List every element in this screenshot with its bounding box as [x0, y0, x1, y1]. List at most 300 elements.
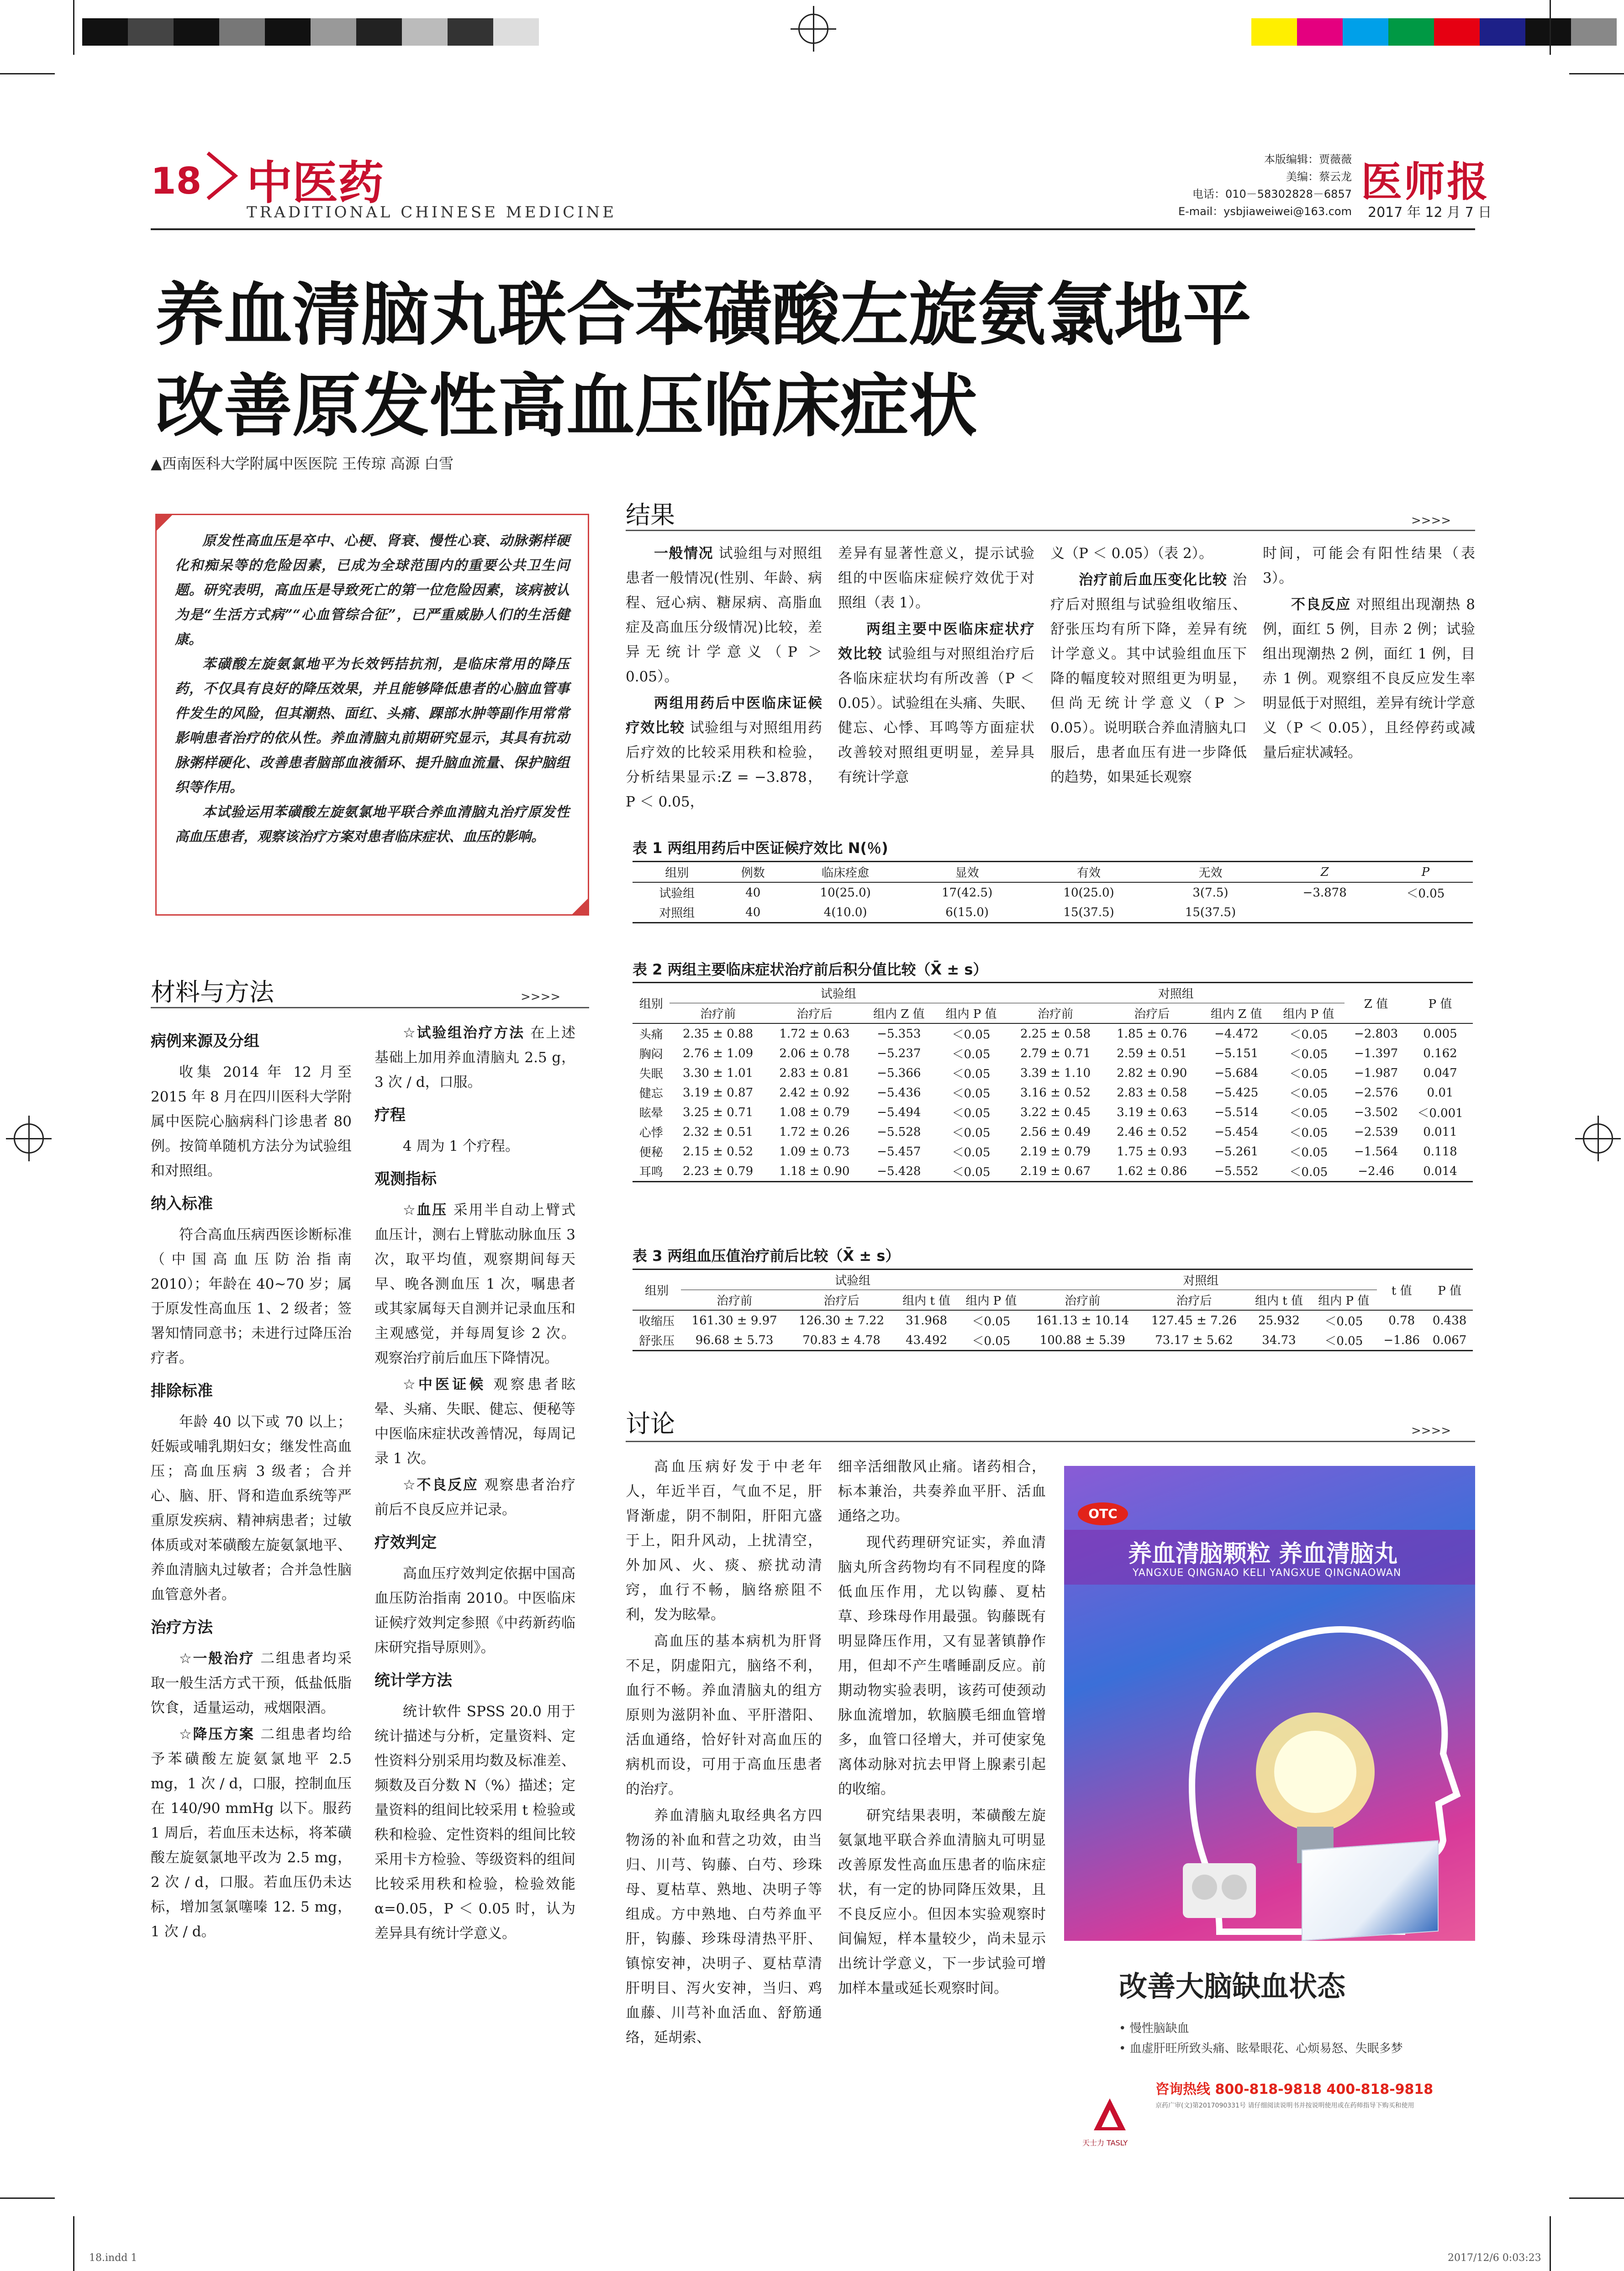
table-cell: ＜0.05 [1310, 1310, 1377, 1330]
table-cell: ＜0.05 [1272, 1023, 1345, 1043]
ad-product-name-en: YANGXUE QINGNAO KELI YANGXUE QINGNAOWAN [1133, 1567, 1402, 1579]
paragraph-body: 年龄 40 以下或 70 以上；妊娠或哺乳期妇女；继发性高血压；高血压病 3 级者；合并心、脑、肝、肾和造血系统等严重原发疾病、精神病患者；过敏体质或对苯磺酸左旋氨氯地平、养血清脑丸过敏者；合并急性脑血管意外者。 [151, 1414, 352, 1603]
advertisement[interactable] [1064, 1466, 1475, 2233]
table-cell: −5.366 [877, 1066, 921, 1080]
table-header-cell: t 值 [1377, 1270, 1426, 1311]
paragraph-body: 观察患者治疗前后不良反应并记录。 [374, 1477, 575, 1518]
table-header-cell: 例数 [722, 862, 785, 883]
table-cell: −2.803 [1345, 1023, 1408, 1043]
section-title-cn: 中医药 [247, 156, 384, 210]
table-header-cell: Z 值 [1345, 983, 1408, 1024]
table-header-cell: 组内 P 值 [945, 1007, 997, 1021]
table-header-cell: 治疗前 [717, 1294, 753, 1308]
table-cell: 2.32 ± 0.51 [683, 1125, 754, 1139]
issue-date: 2017 年 12 月 7 日 [1368, 205, 1492, 221]
article-title-line2: 改善原发性高血压临床症状 [155, 367, 978, 446]
ad-bullet: • 慢性脑缺血 [1119, 2022, 1189, 2035]
print-timestamp: 2017/12/6 0:03:23 [1448, 2252, 1541, 2264]
table-header-group: 试验组 [670, 983, 1007, 1003]
paragraph-lead: 两组主要中医临床症状疗效比较 [838, 621, 1034, 662]
table-header-cell: Z [1271, 862, 1378, 883]
table-cell: −2.576 [1354, 1085, 1398, 1100]
methods-paragraph [374, 1561, 575, 1660]
results-paragraph [1050, 568, 1247, 790]
file-slug: 18.indd 1 [89, 2252, 137, 2264]
page-number: 18 [151, 160, 202, 202]
table-cell: 0.118 [1423, 1144, 1457, 1159]
table-row [633, 1023, 1473, 1043]
table-cell: 2.46 ± 0.52 [1117, 1125, 1187, 1139]
table2 [633, 982, 1473, 1182]
table-header-cell: 组内 P 值 [1283, 1007, 1334, 1021]
table-cell: 0.438 [1426, 1310, 1473, 1330]
power-outlet-icon [1183, 1863, 1256, 1918]
table-cell: 健忘 [639, 1087, 663, 1101]
table-cell: −1.987 [1354, 1066, 1398, 1080]
abstract-text [175, 529, 569, 849]
crop-mark [1569, 73, 1624, 74]
table-cell: −2.539 [1354, 1125, 1398, 1139]
subheading: 疗程 [374, 1106, 406, 1124]
crop-mark [1569, 2197, 1624, 2199]
table-cell: 1.18 ± 0.90 [766, 1161, 863, 1182]
paragraph-lead: ☆一般治疗 [179, 1650, 255, 1667]
table-cell: 试验组 [633, 882, 722, 902]
table-cell: 6(15.0) [906, 902, 1028, 923]
paragraph-lead: ☆中医证候 [403, 1376, 486, 1393]
table-header-cell: 组内 Z 值 [873, 1007, 925, 1021]
table-row [633, 1122, 1473, 1142]
table-header-row [633, 1270, 1473, 1290]
table-cell: ＜0.05 [935, 1161, 1007, 1182]
crop-mark [0, 2197, 55, 2199]
table-cell: 失眠 [639, 1067, 663, 1081]
table-row [633, 1043, 1473, 1063]
table-cell: 0.014 [1408, 1161, 1473, 1182]
table-row [633, 882, 1473, 902]
table-cell: ＜0.05 [952, 1048, 991, 1061]
paragraph-lead: ☆血压 [403, 1202, 448, 1218]
subheading: 排除标准 [151, 1382, 213, 1400]
results-paragraph [1263, 592, 1475, 765]
table-cell: −5.237 [877, 1046, 921, 1060]
discussion-paragraph: 高血压的基本病机为肝肾不足，阴虚阳亢，脑络不利，血行不畅。养血清脑丸的组方原则为滋阴补血、平肝潜阳、活血通络，恰好针对高血压的病机而设，可用于高血压患者的治疗。 [626, 1633, 822, 1797]
subheading: 统计学方法 [374, 1671, 452, 1690]
table-cell: 2.83 ± 0.81 [779, 1066, 850, 1080]
table-cell: 对照组 [633, 902, 722, 923]
contact-email: E-mail：ysbjiaweiwei@163.com [1178, 205, 1352, 218]
table3-caption: 表 3 两组血压值治疗前后比较（X̄ ± s） [633, 1247, 900, 1265]
table-cell: 3.22 ± 0.45 [1020, 1105, 1091, 1119]
table-cell: ＜0.05 [1289, 1067, 1328, 1081]
table-cell: −5.514 [1214, 1105, 1259, 1119]
table-cell: 0.067 [1426, 1330, 1473, 1351]
crop-mark [1550, 0, 1551, 55]
table-header-cell: 临床痊愈 [785, 862, 906, 883]
table-row [633, 1063, 1473, 1083]
table-row [633, 1083, 1473, 1102]
results-paragraph [1050, 541, 1247, 566]
table1-caption: 表 1 两组用药后中医证候疗效比 N(％) [633, 839, 888, 857]
subheading: 病例来源及分组 [151, 1032, 259, 1050]
paragraph-lead: 不良反应 [1291, 596, 1351, 613]
ad-slogan: 改善大脑缺血状态 [1119, 1970, 1346, 2003]
methods-paragraph [151, 1646, 352, 1720]
paragraph-body: 采用半自动上臂式血压计，测右上臂肱动脉血压 3 次，取平均值，观察期间每天早、晚各测血压 1 次，嘱患者或其家属每天自测并记录血压和主观感觉，并每周复诊 2 次。观察治疗前后血压下降情况。 [374, 1202, 575, 1366]
table-cell: −5.428 [863, 1161, 935, 1182]
methods-paragraph [374, 1198, 575, 1370]
table-header-cell: 组内 t 值 [902, 1294, 951, 1308]
table-cell: 126.30 ± 7.22 [788, 1310, 895, 1330]
table-header-cell: P 值 [1408, 983, 1473, 1024]
table-cell: 2.82 ± 0.90 [1117, 1066, 1187, 1080]
table-cell: 3.30 ± 1.01 [683, 1066, 754, 1080]
abstract-box [155, 514, 589, 916]
section-heading-results: 结果 [626, 501, 675, 529]
table-cell: 2.25 ± 0.58 [1007, 1023, 1103, 1043]
chevron-icon [201, 151, 242, 201]
table-cell: −5.353 [863, 1023, 935, 1043]
table-row [633, 1161, 1473, 1182]
table-row [633, 1330, 1473, 1351]
paragraph-body: 试验组与对照组患者一般情况(性别、年龄、病程、冠心病、糖尿病、高脂血症及高血压分级情况)比较，差异无统计学意义（P ＞ 0.05）。 [626, 545, 822, 685]
table-cell: −1.564 [1354, 1144, 1398, 1159]
table-cell [1378, 902, 1473, 923]
table-header-cell: 治疗前 [700, 1007, 736, 1021]
newspaper-logo: 医师报 [1361, 158, 1490, 206]
section-arrows: >>>> [1411, 1424, 1451, 1438]
subheading: 治疗方法 [151, 1618, 213, 1637]
methods-column-2 [374, 1021, 575, 1948]
methods-column-1 [151, 1021, 352, 1946]
abstract-paragraph: 原发性高血压是卒中、心梗、肾衰、慢性心衰、动脉粥样硬化和痴呆等的危险因素，已成为全球范围内的重要公共卫生问题。研究表明，高血压是导致死亡的第一位危险因素，该病被认为是“生活方式病”“心血管综合征”，已严重威胁人们的生活健康。 [175, 533, 569, 648]
table-cell: 15(37.5) [1028, 902, 1149, 923]
paragraph-body: 符合高血压病西医诊断标准（中国高血压防治指南 2010）；年龄在 40~70 岁；属于原发性高血压 1、2 级者；签署知情同意书；未进行过降压治疗者。 [151, 1227, 352, 1366]
table-cell: 2.83 ± 0.58 [1117, 1085, 1187, 1100]
table3-wrapper [633, 1269, 1473, 1351]
table-cell: −5.457 [877, 1144, 921, 1159]
table-header-cell: 治疗前 [1065, 1294, 1101, 1308]
paragraph-lead: ☆试验组治疗方法 [403, 1025, 525, 1041]
table-cell: −5.684 [1214, 1066, 1259, 1080]
table-cell: ＜0.05 [952, 1126, 991, 1140]
table-cell: ＜0.05 [958, 1310, 1024, 1330]
table-cell: 161.30 ± 9.97 [681, 1310, 788, 1330]
table-cell: −5.528 [877, 1125, 921, 1139]
table-cell: 25.932 [1248, 1310, 1311, 1330]
results-paragraph [1263, 541, 1475, 590]
table-header-group: 对照组 [1007, 983, 1345, 1003]
registration-mark [798, 14, 828, 44]
table2-body [633, 1023, 1473, 1182]
table-cell: ＜0.05 [1289, 1048, 1328, 1061]
discussion-paragraph: 高血压病好发于中老年人，年近半百，气血不足，肝肾渐虚，阴不制阳，肝阳亢盛于上，阳升风动，上扰清空，外加风、火、痰、瘀扰动清窍，血行不畅，脑络瘀阻不利，发为眩晕。 [626, 1459, 822, 1623]
article-title [155, 269, 1480, 452]
table-cell: ＜0.05 [958, 1330, 1024, 1351]
table-cell: −5.425 [1214, 1085, 1259, 1100]
table-cell: 2.19 ± 0.79 [1020, 1144, 1091, 1159]
table-cell: ＜0.05 [952, 1146, 991, 1159]
otc-badge: OTC [1078, 1502, 1128, 1525]
table-cell: 便秘 [639, 1146, 663, 1159]
editor-info [1133, 151, 1352, 220]
table-cell: 3.25 ± 0.71 [683, 1105, 754, 1119]
table-cell: 70.83 ± 4.78 [788, 1330, 895, 1351]
table3-body [633, 1310, 1473, 1351]
results-paragraph [626, 691, 822, 814]
table-header-cell: 显效 [906, 862, 1028, 883]
ad-company-name: 天士力 TASLY [1082, 2139, 1128, 2147]
table-cell: 3.19 ± 0.63 [1117, 1105, 1187, 1119]
paragraph-body: 二组患者均给予苯磺酸左旋氨氯地平 2.5 mg，1 次 / d，口服，控制血压在 140/90 mmHg 以下。服药 1 周后，若血压未达标，将苯磺酸左旋氨氯地平改为 2.5 mg，2 次 / d，口服。若血压仍未达标，增加氢氯噻嗪 12. 5 mg，1 次 / d。 [151, 1726, 352, 1940]
methods-paragraph [374, 1473, 575, 1522]
subheading: 观测指标 [374, 1170, 437, 1188]
discussion-paragraph: 细辛活细散风止痛。诸药相合，标本兼治，共奏养血平肝、活血通络之功。 [838, 1459, 1046, 1524]
table-cell: 舒张压 [633, 1330, 681, 1351]
discussion-paragraph: 现代药理研究证实，养血清脑丸所含药物均有不同程度的降低血压作用，尤以钩藤、夏枯草、珍珠母作用最强。钩藤既有明显降压作用，又有显著镇静作用，但却不产生嗜睡副反应。前期动物实验表明，该药可使颈动脉血流增加，软脑膜毛细血管增多，血管口径增大，并可使家兔离体动脉对抗去甲肾上腺素引起的收缩。 [838, 1534, 1046, 1797]
table-cell: 1.08 ± 0.79 [779, 1105, 850, 1119]
table-cell: 0.047 [1423, 1066, 1457, 1080]
table-cell: 收缩压 [633, 1310, 681, 1330]
table-cell: 17(42.5) [906, 882, 1028, 902]
table-cell: 3.39 ± 1.10 [1020, 1066, 1091, 1080]
table-cell: 1.85 ± 0.76 [1104, 1023, 1200, 1043]
methods-paragraph [374, 1134, 575, 1159]
table-cell: 1.09 ± 0.73 [779, 1144, 850, 1159]
table1 [633, 861, 1473, 923]
table-cell: 31.968 [895, 1310, 958, 1330]
table-header-cell: 无效 [1149, 862, 1271, 883]
tasly-logo-icon [1091, 2096, 1128, 2133]
table-row [633, 1142, 1473, 1161]
paragraph-body: 试验组与对照组治疗后各临床症状均有所改善（P ＜ 0.05）。试验组在头痛、失眠、健忘、心悸、耳鸣等方面症状改善较对照组更明显，差异具有统计学意 [838, 646, 1035, 785]
table-cell: 胸闷 [639, 1048, 663, 1061]
table-cell: 头痛 [633, 1023, 670, 1043]
paragraph-body: 试验组与对照组用药后疗效的比较采用秩和检验，分析结果显示:Z = −3.878，P ＜ 0.05， [626, 720, 823, 810]
methods-paragraph [151, 1222, 352, 1370]
table1-wrapper [633, 861, 1473, 923]
registration-mark [1583, 1123, 1613, 1154]
table-cell: 0.005 [1408, 1023, 1473, 1043]
contact-phone: 电话：010－58302828－6857 [1192, 188, 1352, 200]
table-cell: ＜0.05 [1289, 1107, 1328, 1120]
crop-mark [73, 0, 74, 55]
section-title-en: TRADITIONAL CHINESE MEDICINE [247, 203, 617, 221]
table-header-cell: P [1378, 862, 1473, 883]
discussion-paragraph: 养血清脑丸取经典名方四物汤的补血和营之功效，由当归、川芎、钩藤、白芍、珍珠母、夏枯草、熟地、决明子等组成。方中熟地、白芍养血平肝，钩藤、珍珠母清热平肝、镇惊安神，决明子、夏枯草清肝明目、泻火安神，当归、鸡血藤、川芎补血活血、舒筋通络，延胡索、 [626, 1807, 822, 2046]
ad-product-name: 养血清脑颗粒 养血清脑丸 [1128, 1540, 1398, 1568]
table2-caption: 表 2 两组主要临床症状治疗前后积分值比较（X̄ ± s） [633, 961, 988, 978]
ad-bullet: • 血虚肝旺所致头痛、眩晕眼花、心烦易怒、失眠多梦 [1119, 2042, 1403, 2055]
results-column-4 [1263, 541, 1475, 767]
registration-mark [14, 1123, 44, 1154]
paragraph-body: 对照组出现潮热 8 例，面红 5 例，目赤 2 例；试验组出现潮热 2 例，面红 1 例，目赤 1 例。观察组不良反应发生率明显低于对照组，差异有统计学意义（P ＜ 0.05），且经停药或减量后症状减轻。 [1263, 596, 1476, 761]
table-cell: ＜0.05 [1289, 1146, 1328, 1159]
section-arrows: >>>> [521, 990, 561, 1004]
table-cell: 1.62 ± 0.86 [1104, 1161, 1200, 1182]
table-cell: −3.878 [1271, 882, 1378, 902]
table-cell: 73.17 ± 5.62 [1140, 1330, 1247, 1351]
table-header-cell: 治疗后 [1134, 1007, 1170, 1021]
table-cell: 2.59 ± 0.51 [1117, 1046, 1187, 1060]
table-row [633, 1310, 1473, 1330]
paragraph-body: 差异有显著性意义，提示试验组的中医临床症候疗效优于对照组（表 1）。 [838, 545, 1034, 611]
table-cell: −4.472 [1200, 1023, 1273, 1043]
discussion-paragraph: 研究结果表明，苯磺酸左旋氨氯地平联合养血清脑丸可明显改善原发性高血压患者的临床症状，有一定的协同降压效果，且不良反应小。但因本实验观察时间偏短，样本量较少，尚未显示出统计学意义，下一步试验可增加样本量或延长观察时间。 [838, 1807, 1046, 1997]
results-paragraph [838, 617, 1034, 790]
table-header-cell: 组别 [633, 1270, 681, 1311]
designer-name: 美编：蔡云龙 [1286, 170, 1352, 183]
print-color-strip-black [82, 18, 539, 46]
paragraph-body: 义（P ＜ 0.05）（表 2）。 [1050, 545, 1213, 562]
section-heading-methods: 材料与方法 [151, 978, 274, 1006]
ad-fine-print: 京药广审(文)第2017090331号 请仔细阅读说明书并按说明使用或在药师指导下购买和使用 [1155, 2102, 1414, 2109]
results-paragraph [838, 541, 1034, 615]
methods-paragraph [151, 1060, 352, 1183]
methods-paragraph [374, 1372, 575, 1471]
table-cell: −5.494 [877, 1105, 921, 1119]
paragraph-lead: 两组用药后中医临床证候疗效比较 [626, 695, 822, 736]
table-cell: 4(10.0) [785, 902, 906, 923]
table-header-row [633, 983, 1473, 1003]
paragraph-body: 统计软件 SPSS 20.0 用于统计描述与分析，定量资料、定性资料分别采用均数及标准差、频数及百分数 N（%）描述；定量资料的组间比较采用 t 检验或秩和检验、定性资料的组间比较采用卡方检验、等级资料的组间比较采用秩和检验，检验效能 α=0.05，P ＜ 0.05 时，认为差异具有统计学意义。 [374, 1703, 575, 1942]
table-row [633, 1102, 1473, 1122]
table-header-row [633, 862, 1473, 883]
table-cell: −5.261 [1214, 1144, 1259, 1159]
paragraph-body: 治疗后对照组与试验组收缩压、舒张压均有所下降，差异有统计学意义。其中试验组血压下降的幅度较对照组更为明显，但尚无统计学意义（P ＞ 0.05）。说明联合养血清脑丸口服后，患者血压有进一步降低的趋势，如果延长观察 [1050, 572, 1247, 785]
table-cell: 2.42 ± 0.92 [779, 1085, 850, 1100]
table-subheader-row [633, 1290, 1473, 1311]
table-header-cell: P 值 [1426, 1270, 1473, 1311]
header-rule [151, 228, 1475, 230]
table-cell: 2.19 ± 0.67 [1007, 1161, 1103, 1182]
table-header-cell: 治疗后 [823, 1294, 859, 1308]
table-header-cell: 组内 P 值 [965, 1294, 1017, 1308]
table-cell: −5.552 [1200, 1161, 1273, 1182]
table-cell: 40 [722, 902, 785, 923]
paragraph-lead: 一般情况 [654, 545, 714, 562]
table-cell: 1.72 ± 0.63 [766, 1023, 863, 1043]
table-cell: ＜0.05 [952, 1067, 991, 1081]
methods-paragraph [374, 1699, 575, 1946]
table-cell: 2.15 ± 0.52 [683, 1144, 754, 1159]
table-cell: 1.75 ± 0.93 [1117, 1144, 1187, 1159]
methods-paragraph [151, 1722, 352, 1944]
abstract-paragraph: 本试验运用苯磺酸左旋氨氯地平联合养血清脑丸治疗原发性高血压患者，观察该治疗方案对患者临床症状、血压的影响。 [175, 804, 569, 845]
results-column-1 [626, 541, 822, 816]
table3 [633, 1269, 1473, 1351]
table-cell: ＜0.001 [1417, 1107, 1463, 1120]
table-cell: −1.397 [1354, 1046, 1398, 1060]
ad-indications [1119, 2018, 1403, 2059]
table-cell: 3.16 ± 0.52 [1020, 1085, 1091, 1100]
paragraph-body: 时间，可能会有阳性结果（表 3）。 [1263, 545, 1475, 586]
table-cell: 100.88 ± 5.39 [1024, 1330, 1140, 1351]
table-cell: 40 [722, 882, 785, 902]
section-arrows: >>>> [1411, 514, 1451, 527]
paragraph-lead: 治疗前后血压变化比较 [1079, 572, 1228, 588]
table-cell: −5.151 [1214, 1046, 1259, 1060]
section-rule [626, 530, 1475, 531]
ad-hotline[interactable]: 咨询热线 800-818-9818 400-818-9818 [1155, 2081, 1434, 2097]
crop-mark [1550, 2216, 1551, 2271]
table-cell: 2.06 ± 0.78 [779, 1046, 850, 1060]
abstract-paragraph: 苯磺酸左旋氨氯地平为长效钙拮抗剂，是临床常用的降压药，不仅具有良好的降压效果，并且能够降低患者的心脑血管事件发生的风险，但其潮热、面红、头痛、踝部水肿等副作用常常影响患者治疗的依从性。养血清脑丸前期研究显示，其具有抗动脉粥样硬化、改善患者脑部血液循环、提升脑血流量、保护脑组织等作用。 [175, 656, 569, 796]
table2-wrapper [633, 982, 1473, 1182]
subheading: 纳入标准 [151, 1195, 213, 1213]
paragraph-body: 观察患者眩晕、头痛、失眠、健忘、便秘等中医临床症状改善情况，每周记录 1 次。 [374, 1376, 575, 1467]
paragraph-body: 收集 2014 年 12 月至 2015 年 8 月在四川医科大学附属中医院心脑病科门诊患者 80 例。按简单随机方法分为试验组和对照组。 [151, 1064, 352, 1179]
table-header-cell: 有效 [1028, 862, 1149, 883]
article-byline: ▲西南医科大学附属中医医院 王传琼 高源 白雪 [151, 455, 454, 472]
table-cell: 2.35 ± 0.88 [670, 1023, 766, 1043]
table-cell: 43.492 [895, 1330, 958, 1351]
paragraph-body: 高血压疗效判定依据中国高血压防治指南 2010。中医临床证候疗效判定参照《中药新药临床研究指导原则》。 [374, 1565, 575, 1656]
table-cell: 10(25.0) [785, 882, 906, 902]
table-cell: 15(37.5) [1149, 902, 1271, 923]
table-cell: −3.502 [1354, 1105, 1398, 1119]
table-cell: 耳鸣 [633, 1161, 670, 1182]
table-cell: 96.68 ± 5.73 [681, 1330, 788, 1351]
table-header-cell: 治疗后 [1176, 1294, 1212, 1308]
table-header-cell: 组内 t 值 [1255, 1294, 1303, 1308]
table-cell: −5.454 [1214, 1125, 1259, 1139]
table-cell: 眩晕 [639, 1107, 663, 1120]
table-cell: 3(7.5) [1149, 882, 1271, 902]
table-cell: ＜0.05 [1272, 1161, 1345, 1182]
table-cell: 2.23 ± 0.79 [670, 1161, 766, 1182]
table-cell: ＜0.05 [1310, 1330, 1377, 1351]
medicine-box-image [1302, 1840, 1439, 1941]
table-header-cell: 治疗后 [796, 1007, 833, 1021]
results-column-3 [1050, 541, 1247, 791]
table-header-cell: 组内 P 值 [1318, 1294, 1370, 1308]
methods-paragraph [151, 1410, 352, 1607]
table-header-cell: 组别 [633, 983, 670, 1024]
paragraph-lead: ☆不良反应 [403, 1477, 479, 1493]
table-header-group: 试验组 [681, 1270, 1024, 1290]
table-cell: 10(25.0) [1028, 882, 1149, 902]
section-heading-discussion: 讨论 [626, 1409, 675, 1438]
table-cell: 3.19 ± 0.87 [683, 1085, 754, 1100]
table-row [633, 902, 1473, 923]
table-cell: 2.76 ± 1.09 [683, 1046, 754, 1060]
subheading: 疗效判定 [374, 1533, 437, 1552]
crop-mark [73, 2216, 74, 2271]
table-cell: 0.011 [1423, 1125, 1457, 1139]
table-cell: −5.436 [877, 1085, 921, 1100]
methods-paragraph [374, 1021, 575, 1095]
table-cell: ＜0.05 [935, 1023, 1007, 1043]
table-cell: 0.162 [1423, 1046, 1457, 1060]
section-rule [626, 1441, 1475, 1442]
discussion-column-2 [838, 1454, 1046, 2002]
table-header-cell: 组内 Z 值 [1210, 1007, 1262, 1021]
table-cell: ＜0.05 [952, 1107, 991, 1120]
paragraph-lead: ☆降压方案 [179, 1726, 255, 1743]
paragraph-body: 二组患者均采取一般生活方式干预，低盐低脂饮食，适量运动，戒烟限酒。 [151, 1650, 352, 1716]
crop-mark [0, 73, 55, 74]
table-cell: 161.13 ± 10.14 [1024, 1310, 1140, 1330]
table-cell: 0.78 [1377, 1310, 1426, 1330]
table-cell: 0.01 [1427, 1085, 1454, 1100]
table-header-cell: 组别 [633, 862, 722, 883]
table-cell: 2.56 ± 0.49 [1020, 1125, 1091, 1139]
table-cell: ＜0.05 [952, 1087, 991, 1101]
table-cell: ＜0.05 [1289, 1087, 1328, 1101]
results-paragraph [626, 541, 822, 689]
table-cell: 心悸 [639, 1126, 663, 1140]
